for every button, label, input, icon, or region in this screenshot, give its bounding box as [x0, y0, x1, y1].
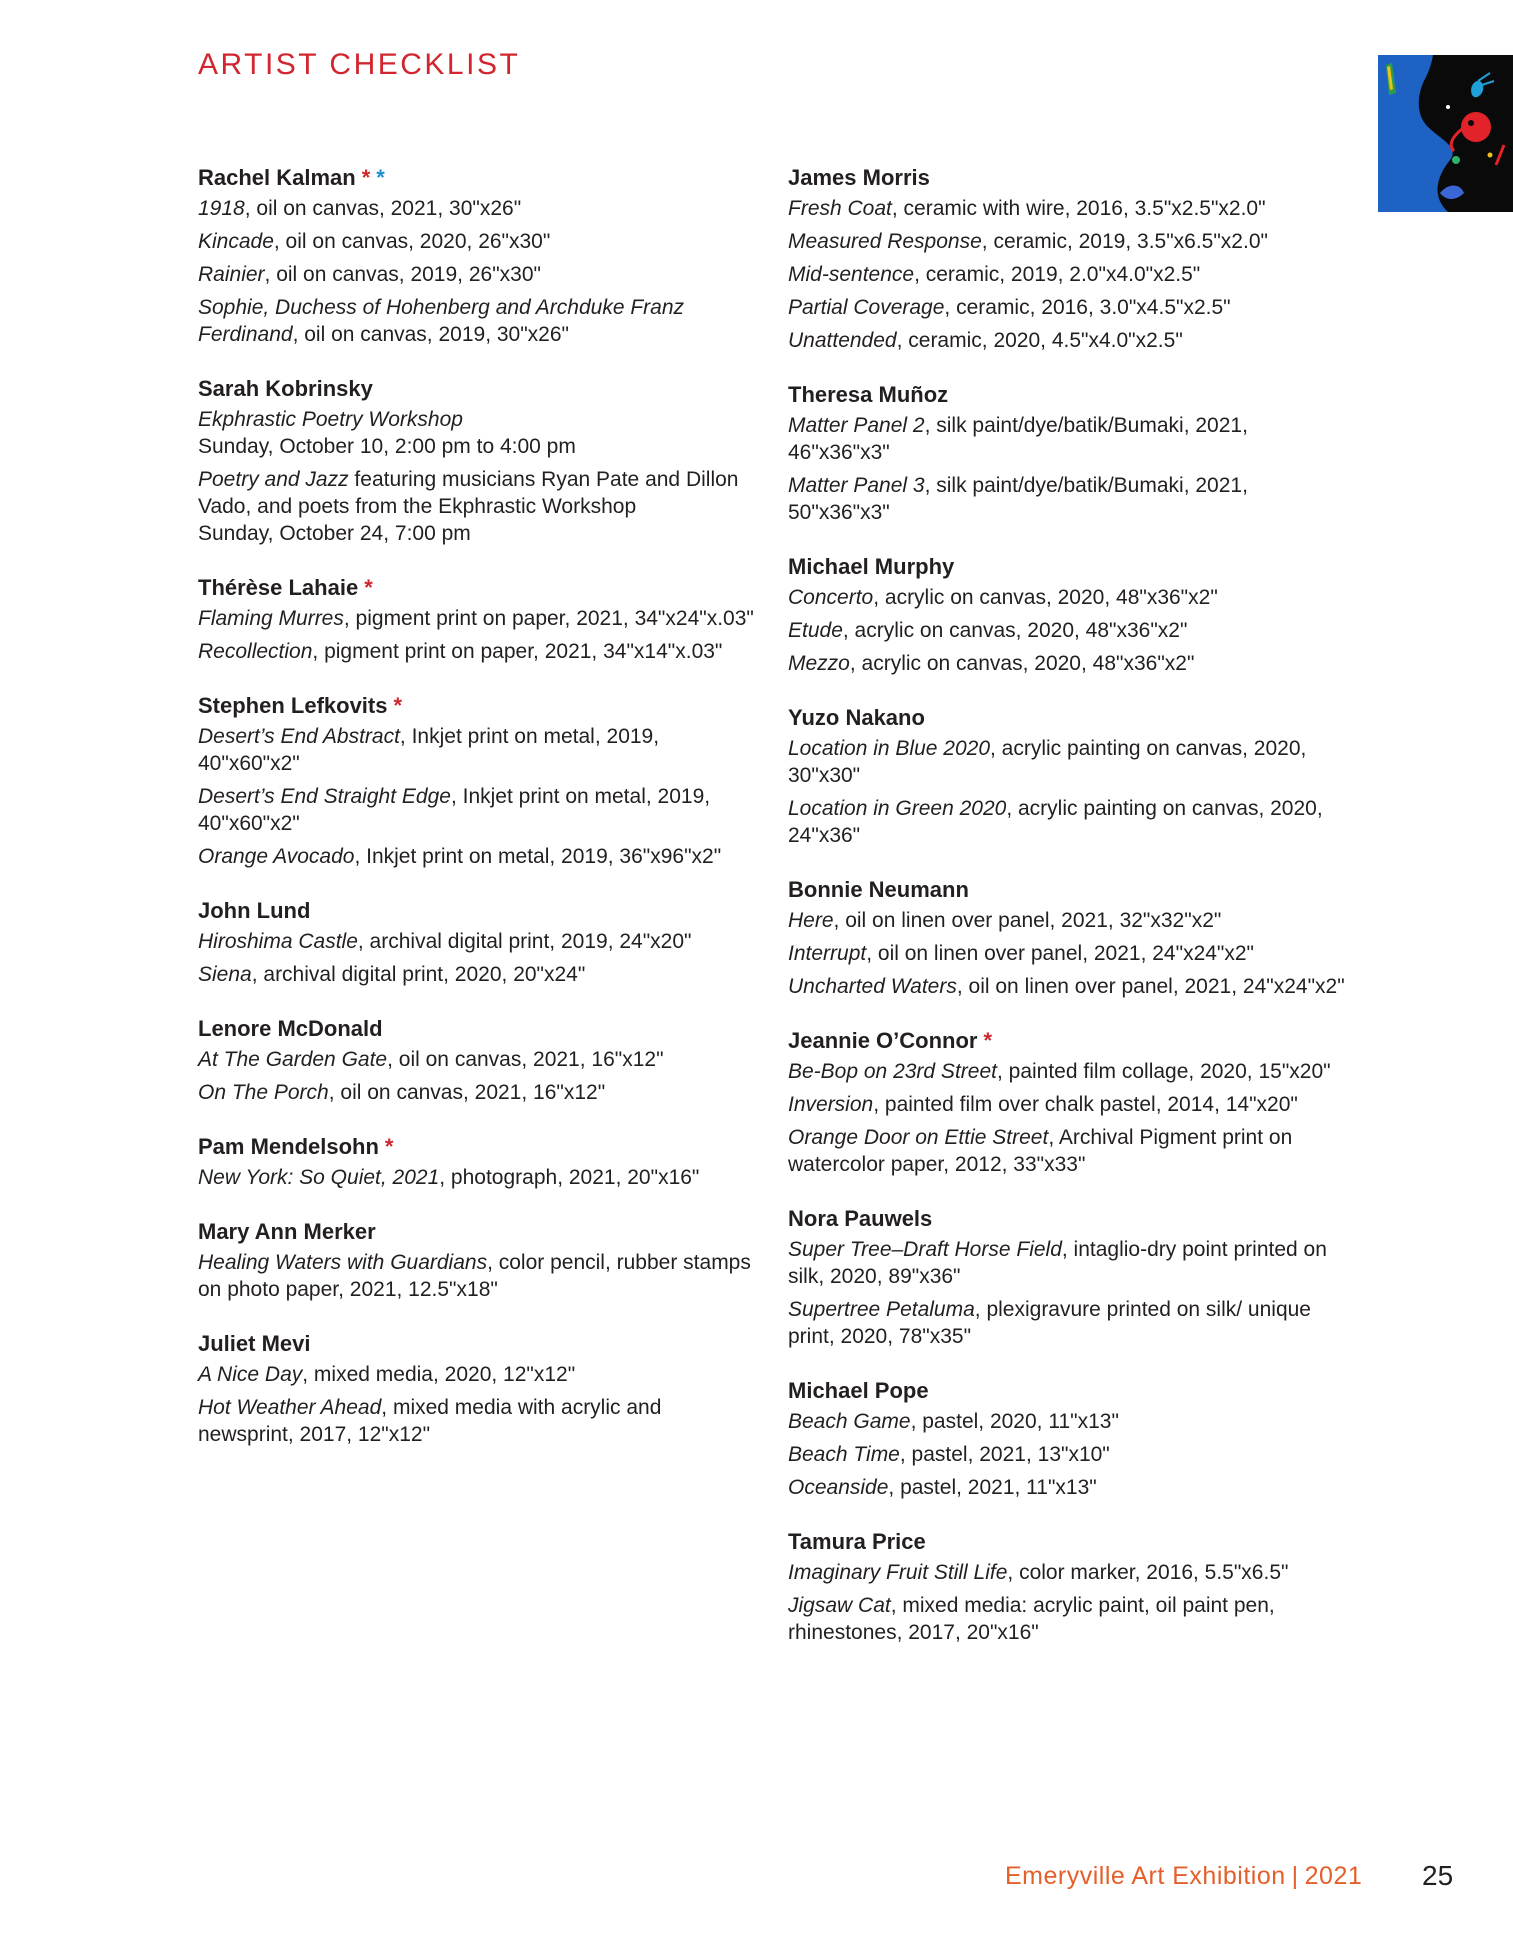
artist-name-text: Sarah Kobrinsky: [198, 376, 373, 401]
artwork-details: , oil on canvas, 2020, 26"x30": [273, 230, 551, 253]
artist-entry: [198, 1328, 758, 1448]
artist-name: [198, 1131, 758, 1163]
artwork-title: Supertree Petaluma: [788, 1298, 975, 1321]
artwork-title: Location in Blue 2020: [788, 737, 990, 760]
artwork-item: [788, 195, 1348, 222]
artwork-details: , oil on canvas, 2021, 30"x26": [244, 197, 522, 220]
artist-entry: [788, 1025, 1348, 1178]
artwork-details: , pastel, 2021, 11"x13": [888, 1476, 1097, 1499]
artist-name-text: Theresa Muñoz: [788, 382, 949, 407]
artwork-details: , oil on canvas, 2019, 26"x30": [264, 263, 541, 286]
artist-entry: [788, 874, 1348, 1000]
artist-entry: [198, 162, 758, 348]
artwork-item: [198, 1164, 758, 1191]
artwork-details: , acrylic on canvas, 2020, 48"x36"x2": [873, 586, 1218, 609]
artist-entry: [198, 373, 758, 547]
artwork-details: , pastel, 2020, 11"x13": [910, 1410, 1119, 1433]
artwork-item: [198, 228, 758, 255]
artwork-title: Measured Response: [788, 230, 982, 253]
artwork-item: [788, 1236, 1348, 1290]
artwork-item: [788, 584, 1348, 611]
artwork-title: Matter Panel 3: [788, 474, 925, 497]
artwork-details: , ceramic, 2019, 3.5"x6.5"x2.0": [981, 230, 1268, 253]
artwork-item: [788, 1474, 1348, 1501]
artwork-item: [198, 928, 758, 955]
artwork-item: [198, 843, 758, 870]
artwork-title: Imaginary Fruit Still Life: [788, 1561, 1008, 1584]
artist-name-text: Lenore McDonald: [198, 1016, 383, 1041]
artwork-item: [198, 1394, 758, 1448]
artist-name-text: Juliet Mevi: [198, 1331, 311, 1356]
artwork-details: , oil on linen over panel, 2021, 24"x24"x2": [956, 975, 1345, 998]
artwork-item: [788, 973, 1348, 1000]
asterisk-icon: *: [361, 165, 371, 190]
artwork-item: [788, 412, 1348, 466]
artist-entry: [788, 1375, 1348, 1501]
artwork-details: , mixed media, 2020, 12"x12": [302, 1363, 576, 1386]
artist-name-text: Stephen Lefkovits: [198, 693, 388, 718]
artwork-details: , mixed media with acrylic and newsprint, 2017, 12"x12": [198, 1396, 662, 1446]
artist-name-text: Michael Pope: [788, 1378, 929, 1403]
artwork-title: Siena: [198, 963, 252, 986]
artwork-item: [198, 1249, 758, 1303]
artist-name: [198, 1216, 758, 1248]
artwork-details: , silk paint/dye/batik/Bumaki, 2021, 50"x36"x3": [788, 474, 1248, 524]
event-date: Sunday, October 24, 7:00 pm: [198, 522, 471, 545]
artwork-title: Flaming Murres: [198, 607, 344, 630]
artwork-title: Jigsaw Cat: [788, 1594, 891, 1617]
artwork-item: [788, 294, 1348, 321]
artwork-item: [788, 228, 1348, 255]
artist-name: [788, 1375, 1348, 1407]
artwork-title: Beach Game: [788, 1410, 911, 1433]
artwork-details: , oil on canvas, 2021, 16"x12": [387, 1048, 664, 1071]
artwork-title: Mezzo: [788, 652, 850, 675]
artwork-title: Desert’s End Abstract: [198, 725, 400, 748]
artwork-details: featuring musicians Ryan Pate and Dillon Vado, and poets from the Ekphrastic Workshop: [198, 468, 739, 518]
artist-name-text: Yuzo Nakano: [788, 705, 925, 730]
artwork-title: Interrupt: [788, 942, 867, 965]
artwork-title: Inversion: [788, 1093, 874, 1116]
artwork-title: 1918: [198, 197, 245, 220]
artist-name-text: Tamura Price: [788, 1529, 926, 1554]
artwork-details: , ceramic, 2019, 2.0"x4.0"x2.5": [914, 263, 1201, 286]
exhibition-year: 2021: [1304, 1862, 1363, 1890]
artwork-item: [788, 617, 1348, 644]
artwork-item: [198, 1046, 758, 1073]
artist-name: [198, 373, 758, 405]
artist-name: [198, 895, 758, 927]
artist-name: [198, 1013, 758, 1045]
artwork-title: On The Porch: [198, 1081, 329, 1104]
artwork-details: , Inkjet print on metal, 2019, 40"x60"x2": [198, 725, 660, 775]
artist-name-text: Michael Murphy: [788, 554, 955, 579]
footer-exhibition: [1005, 1862, 1362, 1891]
artist-entry: [788, 1203, 1348, 1350]
artist-entry: [788, 162, 1348, 354]
artwork-title: Desert’s End Straight Edge: [198, 785, 451, 808]
artwork-title: Mid-sentence: [788, 263, 915, 286]
artwork-item: [788, 735, 1348, 789]
artist-name-text: James Morris: [788, 165, 930, 190]
asterisk-icon: *: [376, 165, 385, 190]
artwork-details: , oil on linen over panel, 2021, 24"x24"x2": [866, 942, 1255, 965]
artwork-item: [788, 261, 1348, 288]
artwork-details: , plexigravure printed on silk/ unique print, 2020, 78"x35": [788, 1298, 1311, 1348]
asterisk-icon: *: [983, 1028, 993, 1053]
artwork-item: [198, 406, 758, 460]
artwork-item: [788, 1091, 1348, 1118]
artwork-title: Etude: [788, 619, 843, 642]
artist-entry: [198, 1216, 758, 1303]
artwork-item: [788, 1441, 1348, 1468]
artwork-title: Recollection: [198, 640, 313, 663]
artwork-details: , ceramic, 2020, 4.5"x4.0"x2.5": [896, 329, 1183, 352]
artist-name: [198, 690, 758, 722]
artwork-title: Partial Coverage: [788, 296, 945, 319]
asterisk-icon: *: [384, 1134, 394, 1159]
artwork-item: [198, 1361, 758, 1388]
artwork-details: , silk paint/dye/batik/Bumaki, 2021, 46"x36"x3": [788, 414, 1248, 464]
artist-name: [198, 162, 758, 194]
artwork-title: Orange Avocado: [198, 845, 355, 868]
artwork-details: , Inkjet print on metal, 2019, 36"x96"x2": [354, 845, 722, 868]
asterisk-icon: *: [393, 693, 403, 718]
artist-name-text: Pam Mendelsohn: [198, 1134, 379, 1159]
artwork-details: , oil on canvas, 2021, 16"x12": [328, 1081, 606, 1104]
artwork-item: [198, 723, 758, 777]
artwork-title: Hot Weather Ahead: [198, 1396, 382, 1419]
artwork-details: , archival digital print, 2019, 24"x20": [357, 930, 692, 953]
artwork-item: [198, 294, 758, 348]
artwork-title: Poetry and Jazz: [198, 468, 349, 491]
page-number: 25: [1422, 1860, 1454, 1891]
page-title: ARTIST CHECKLIST: [198, 48, 521, 81]
artwork-item: [788, 650, 1348, 677]
artwork-item: [788, 472, 1348, 526]
artwork-title: Concerto: [788, 586, 874, 609]
artist-name: [788, 551, 1348, 583]
artwork-title: A Nice Day: [198, 1363, 303, 1386]
artwork-title: Matter Panel 2: [788, 414, 925, 437]
artist-name: [788, 702, 1348, 734]
artwork-title: Be-Bop on 23rd Street: [788, 1060, 997, 1083]
event-date: Sunday, October 10, 2:00 pm to 4:00 pm: [198, 435, 576, 458]
artwork-details: , oil on linen over panel, 2021, 32"x32"x2": [833, 909, 1222, 932]
artwork-title: Super Tree–Draft Horse Field: [788, 1238, 1062, 1261]
artwork-title: Beach Time: [788, 1443, 900, 1466]
artwork-title: Ekphrastic Poetry Workshop: [198, 408, 463, 431]
artwork-title: At The Garden Gate: [198, 1048, 388, 1071]
artwork-details: , ceramic, 2016, 3.0"x4.5"x2.5": [944, 296, 1231, 319]
artwork-item: [198, 195, 758, 222]
artist-name: [788, 1025, 1348, 1057]
artwork-details: , Inkjet print on metal, 2019, 40"x60"x2": [198, 785, 711, 835]
artist-entry: [788, 379, 1348, 526]
artist-name: [788, 1526, 1348, 1558]
artwork-item: [788, 1592, 1348, 1646]
artist-entry: [788, 1526, 1348, 1646]
artwork-details: , painted film over chalk pastel, 2014, 14"x20": [873, 1093, 1298, 1116]
artwork-title: Rainier: [198, 263, 265, 286]
artist-name: [198, 572, 758, 604]
artwork-item: [198, 783, 758, 837]
artwork-item: [198, 261, 758, 288]
artwork-item: [198, 466, 758, 547]
artwork-details: , pigment print on paper, 2021, 34"x14"x.03": [312, 640, 723, 663]
artist-name-text: Jeannie O’Connor: [788, 1028, 978, 1053]
artwork-item: [198, 638, 758, 665]
artwork-item: [788, 1559, 1348, 1586]
artwork-item: [788, 940, 1348, 967]
artwork-title: Sophie, Duchess of Hohenberg and Archduke Franz Ferdinand: [198, 296, 685, 346]
artwork-item: [788, 1408, 1348, 1435]
artist-name: [788, 162, 1348, 194]
left-column: [198, 162, 758, 1473]
artwork-item: [788, 327, 1348, 354]
artwork-title: Here: [788, 909, 834, 932]
artwork-item: [198, 961, 758, 988]
artwork-details: , oil on canvas, 2019, 30"x26": [292, 323, 569, 346]
artwork-item: [788, 907, 1348, 934]
artwork-item: [198, 1079, 758, 1106]
artwork-details: , acrylic on canvas, 2020, 48"x36"x2": [849, 652, 1195, 675]
artwork-details: , acrylic painting on canvas, 2020, 24"x36": [788, 797, 1323, 847]
artist-name: [788, 1203, 1348, 1235]
artist-entry: [788, 551, 1348, 677]
artist-entry: [198, 690, 758, 870]
footer-separator: |: [1291, 1862, 1299, 1890]
right-column: [788, 162, 1348, 1671]
artwork-details: , archival digital print, 2020, 20"x24": [251, 963, 586, 986]
artwork-title: Orange Door on Ettie Street: [788, 1126, 1049, 1149]
artwork-title: New York: So Quiet, 2021: [198, 1166, 440, 1189]
artist-name-text: Mary Ann Merker: [198, 1219, 376, 1244]
artwork-details: , ceramic with wire, 2016, 3.5"x2.5"x2.0": [891, 197, 1266, 220]
artwork-details: , photograph, 2021, 20"x16": [439, 1166, 700, 1189]
artwork-details: , color marker, 2016, 5.5"x6.5": [1007, 1561, 1289, 1584]
artwork-details: , painted film collage, 2020, 15"x20": [996, 1060, 1331, 1083]
artwork-item: [788, 1296, 1348, 1350]
exhibition-name: Emeryville Art Exhibition: [1005, 1862, 1286, 1890]
artwork-title: Fresh Coat: [788, 197, 892, 220]
artwork-details: , pigment print on paper, 2021, 34"x24"x.03": [343, 607, 754, 630]
artwork-title: Hiroshima Castle: [198, 930, 358, 953]
artwork-title: Location in Green 2020: [788, 797, 1007, 820]
artwork-details: , Archival Pigment print on watercolor paper, 2012, 33"x33": [788, 1126, 1293, 1176]
artist-name-text: John Lund: [198, 898, 311, 923]
artwork-title: Kincade: [198, 230, 274, 253]
artwork-details: , pastel, 2021, 13"x10": [899, 1443, 1110, 1466]
artwork-details: , intaglio-dry point printed on silk, 2020, 89"x36": [788, 1238, 1327, 1288]
artist-entry: [198, 572, 758, 665]
asterisk-icon: *: [364, 575, 373, 600]
artwork-item: [788, 1058, 1348, 1085]
artwork-title: Uncharted Waters: [788, 975, 957, 998]
artwork-item: [788, 1124, 1348, 1178]
artwork-item: [198, 605, 758, 632]
artist-name: [788, 874, 1348, 906]
artwork-details: , acrylic painting on canvas, 2020, 30"x30": [788, 737, 1307, 787]
artist-entry: [788, 702, 1348, 849]
artwork-title: Oceanside: [788, 1476, 889, 1499]
artwork-details: , color pencil, rubber stamps on photo paper, 2021, 12.5"x18": [198, 1251, 751, 1301]
artist-name: [788, 379, 1348, 411]
artwork-details: , mixed media: acrylic paint, oil paint pen, rhinestones, 2017, 20"x16": [788, 1594, 1275, 1644]
artist-entry: [198, 895, 758, 988]
artist-entry: [198, 1131, 758, 1191]
artist-entry: [198, 1013, 758, 1106]
artist-name-text: Nora Pauwels: [788, 1206, 933, 1231]
artwork-title: Healing Waters with Guardians: [198, 1251, 488, 1274]
artist-name-text: Rachel Kalman: [198, 165, 356, 190]
artwork-details: , acrylic on canvas, 2020, 48"x36"x2": [842, 619, 1188, 642]
artist-name-text: Thérèse Lahaie: [198, 575, 359, 600]
artist-name: [198, 1328, 758, 1360]
artwork-title: Unattended: [788, 329, 897, 352]
artwork-item: [788, 795, 1348, 849]
artist-name-text: Bonnie Neumann: [788, 877, 969, 902]
artwork-thumbnail: [1378, 55, 1513, 212]
